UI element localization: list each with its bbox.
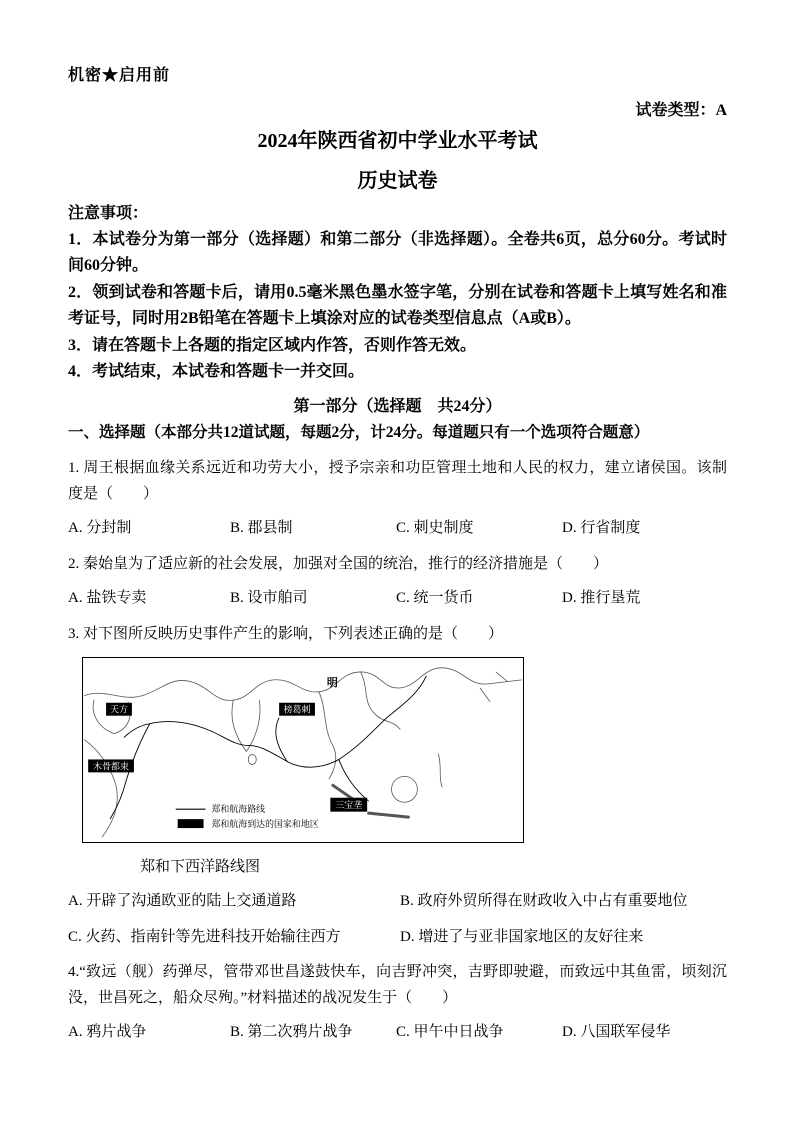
map-legend-regions-label: 郑和航海到达的国家和地区 [211, 819, 319, 830]
question-3-stem: 3. 对下图所反映历史事件产生的影响，下列表述正确的是（ ） [68, 625, 504, 642]
question-4-option-a: A. 鸦片战争 [68, 1024, 147, 1041]
question-1-option-c: C. 刺史制度 [396, 520, 474, 537]
exam-title: 2024年陕西省初中学业水平考试 [257, 130, 538, 152]
notice-item-4: 4．考试结束，本试卷和答题卡一并交回。 [68, 363, 365, 381]
question-2-option-b: B. 设市舶司 [230, 590, 308, 607]
notice-section [68, 201, 727, 386]
map-label-mugudushu [88, 760, 134, 773]
question-3-option-c: C. 火药、指南针等先进科技开始输往西方 [68, 928, 341, 945]
zheng-he-route-map [82, 657, 524, 843]
question-3-option-b: B. 政府外贸所得在财政收入中占有重要地位 [400, 893, 688, 910]
exam-subtitle: 历史试卷 [357, 170, 438, 192]
question-3 [68, 622, 727, 949]
question-3-option-a: A. 开辟了沟通欧亚的陆上交通道路 [68, 893, 297, 910]
question-1-stem: 1. 周王根据血缘关系远近和功劳大小，授予宗亲和功臣管理土地和人民的权力，建立诸侯国。该制度是（ ） [68, 460, 727, 502]
notice-item-1: 1．本试卷分为第一部分（选择题）和第二部分（非选择题）。全卷共6页，总分60分。考试时间60分钟。 [68, 230, 727, 275]
question-2-stem: 2. 秦始皇为了适应新的社会发展，加强对全国的统治，推行的经济措施是（ ） [68, 555, 609, 572]
section-one-heading: 一、选择题（本部分共12道试题，每题2分，计24分。每道题只有一个选项符合题意） [68, 423, 650, 441]
question-2-option-a: A. 盐铁专卖 [68, 590, 147, 607]
question-2-option-c: C. 统一货币 [396, 590, 474, 607]
map-legend [176, 803, 319, 829]
question-4-option-b: B. 第二次鸦片战争 [230, 1024, 353, 1041]
question-1-option-a: A. 分封制 [68, 520, 132, 537]
notice-heading: 注意事项： [68, 205, 149, 222]
map-label-sanbaolong [331, 798, 367, 811]
part-one-title: 第一部分（选择题 共24分） [293, 397, 502, 415]
question-1-options [68, 517, 727, 540]
question-1-option-d: D. 行省制度 [562, 520, 641, 537]
map-label-ming: 明 [326, 676, 338, 689]
question-1 [68, 456, 727, 540]
map-legend-route-label: 郑和航海路线 [211, 804, 266, 815]
svg-text:三宝垄: 三宝垄 [335, 800, 363, 811]
confidential-label: 机密★启用前 [68, 67, 171, 84]
map-label-tianfang [106, 703, 132, 716]
question-4 [68, 960, 727, 1044]
notice-item-3: 3．请在答题卡上各题的指定区域内作答，否则作答无效。 [68, 336, 477, 354]
question-3-options [68, 890, 727, 948]
paper-type-label: 试卷类型：A [635, 102, 727, 119]
notice-item-2: 2．领到试卷和答题卡后，请用0.5毫米黑色墨水签字笔，分别在试卷和答题卡上填写姓名和准考证号，同时用2B铅笔在答题卡上填涂对应的试卷类型信息点（A或B）。 [68, 283, 727, 328]
map-route-lines [110, 676, 426, 819]
map-caption: 郑和下西洋路线图 [140, 859, 261, 876]
map-label-bangela [279, 703, 315, 716]
question-4-options [68, 1021, 727, 1044]
question-4-option-c: C. 甲午中日战争 [396, 1024, 504, 1041]
map-coastlines [84, 668, 522, 837]
question-4-option-d: D. 八国联军侵华 [562, 1024, 671, 1041]
question-3-option-d: D. 增进了与亚非国家地区的友好往来 [400, 928, 644, 945]
question-1-option-b: B. 郡县制 [230, 520, 293, 537]
svg-text:榜葛剌: 榜葛剌 [283, 704, 311, 715]
zheng-he-route-map-svg [83, 658, 523, 842]
question-2 [68, 552, 727, 610]
question-2-option-d: D. 推行垦荒 [562, 590, 641, 607]
question-4-stem: 4.“致远（舰）药弹尽，管带邓世昌遂鼓快车，向吉野冲突，吉野即驶避，而致远中其鱼雷，顷刻沉没，世昌死之，船众尽殉。”材料描述的战况发生于（ ） [68, 964, 727, 1006]
svg-text:天方: 天方 [110, 704, 128, 715]
svg-text:木骨都束: 木骨都束 [93, 761, 129, 772]
question-2-options [68, 587, 727, 610]
